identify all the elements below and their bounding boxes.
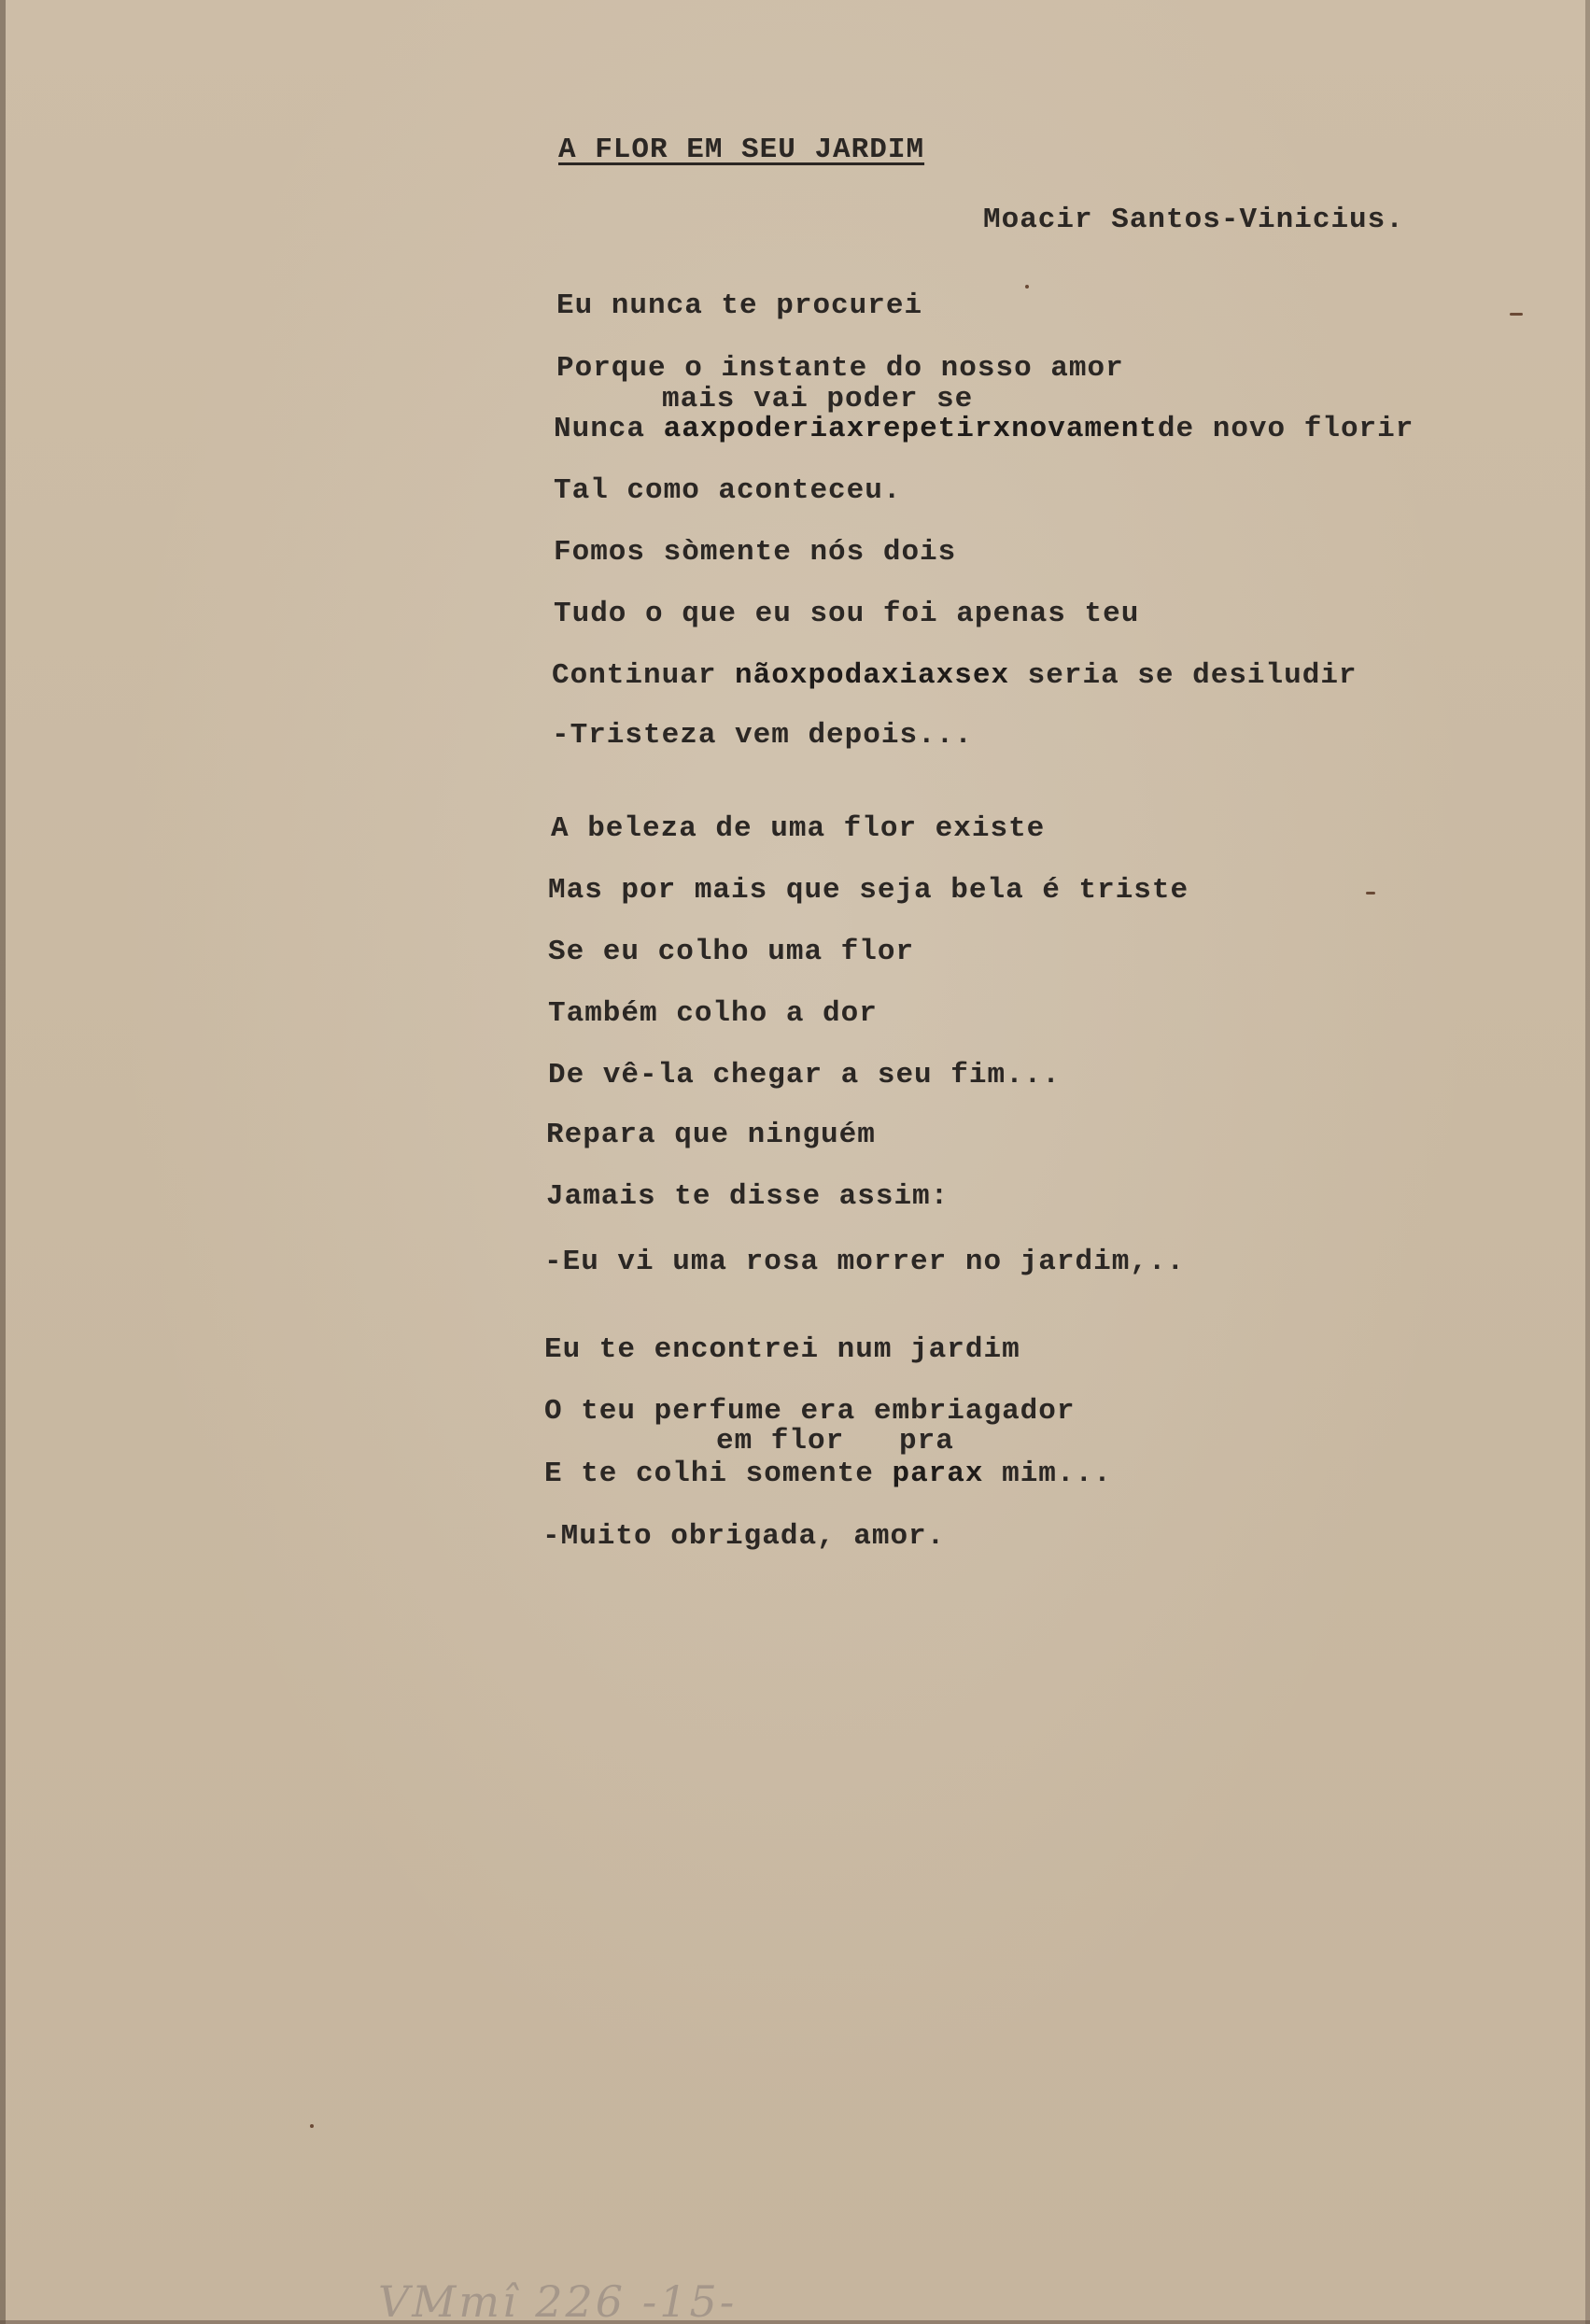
poem-author: Moacir Santos-Vinicius. — [983, 204, 1404, 236]
stanza1-line3-prefix: Nunca — [554, 413, 664, 445]
paper-speck — [1025, 285, 1029, 289]
archive-mark: VMmî 226 -15- — [378, 2276, 738, 2324]
stanza1-line4: Tal como aconteceu. — [554, 474, 902, 507]
stanza3-line3-correction-b: pra — [899, 1425, 954, 1458]
stanza2-line5: De vê-la chegar a seu fim... — [548, 1059, 1061, 1092]
stanza3-line3-struck: parax — [892, 1458, 984, 1490]
stanza1-line7-suffix: seria se desiludir — [1009, 659, 1358, 692]
stanza1-line3-struck: aaxpoderiaxrepetirxnovament — [663, 413, 1158, 445]
paper-speck — [310, 2124, 314, 2128]
poem-title: A FLOR EM SEU JARDIM — [558, 134, 925, 166]
stanza1-line5: Fomos sòmente nós dois — [554, 536, 957, 569]
stanza3-line3-suffix: mim... — [983, 1458, 1112, 1490]
stanza3-line1: Eu te encontrei num jardim — [544, 1333, 1020, 1366]
paper-speck — [1510, 313, 1523, 316]
stanza1-line7-struck: nãoxpodaxiaxsex — [735, 659, 1010, 692]
stanza1-line7-prefix: Continuar — [552, 659, 736, 692]
stanza1-line3-suffix: de novo florir — [1157, 413, 1414, 445]
paper-speck — [1366, 892, 1375, 894]
stanza1-line2: Porque o instante do nosso amor — [556, 352, 1124, 385]
stanza3-line3 — [544, 1458, 1112, 1490]
stanza2-line8: -Eu vi uma rosa morrer no jardim,.. — [544, 1246, 1186, 1278]
stanza1-line1: Eu nunca te procurei — [556, 289, 923, 322]
stanza2-line2: Mas por mais que seja bela é triste — [548, 874, 1189, 907]
stanza1-line6: Tudo o que eu sou foi apenas teu — [554, 598, 1140, 630]
stanza3-line3-prefix: E te colhi somente — [544, 1458, 893, 1490]
stanza1-line8: -Tristeza vem depois... — [552, 719, 973, 752]
paper-edge-bottom — [0, 2320, 1590, 2324]
stanza1-line3-correction: mais vai poder se — [662, 383, 974, 416]
paper-edge-right — [1585, 0, 1590, 2324]
stanza3-line3-correction-a: em flor — [716, 1425, 845, 1458]
stanza1-line7 — [552, 659, 1358, 692]
stanza2-line1: A beleza de uma flor existe — [551, 812, 1046, 845]
stanza3-line4: -Muito obrigada, amor. — [542, 1520, 946, 1553]
stanza2-line3: Se eu colho uma flor — [548, 936, 915, 968]
stanza2-line4: Também colho a dor — [548, 997, 878, 1030]
stanza3-line2: O teu perfume era embriagador — [544, 1395, 1076, 1428]
stanza2-line6: Repara que ninguém — [546, 1119, 876, 1151]
stanza1-line3 — [554, 413, 1414, 445]
stanza2-line7: Jamais te disse assim: — [546, 1180, 950, 1213]
paper-edge-left — [0, 0, 6, 2324]
